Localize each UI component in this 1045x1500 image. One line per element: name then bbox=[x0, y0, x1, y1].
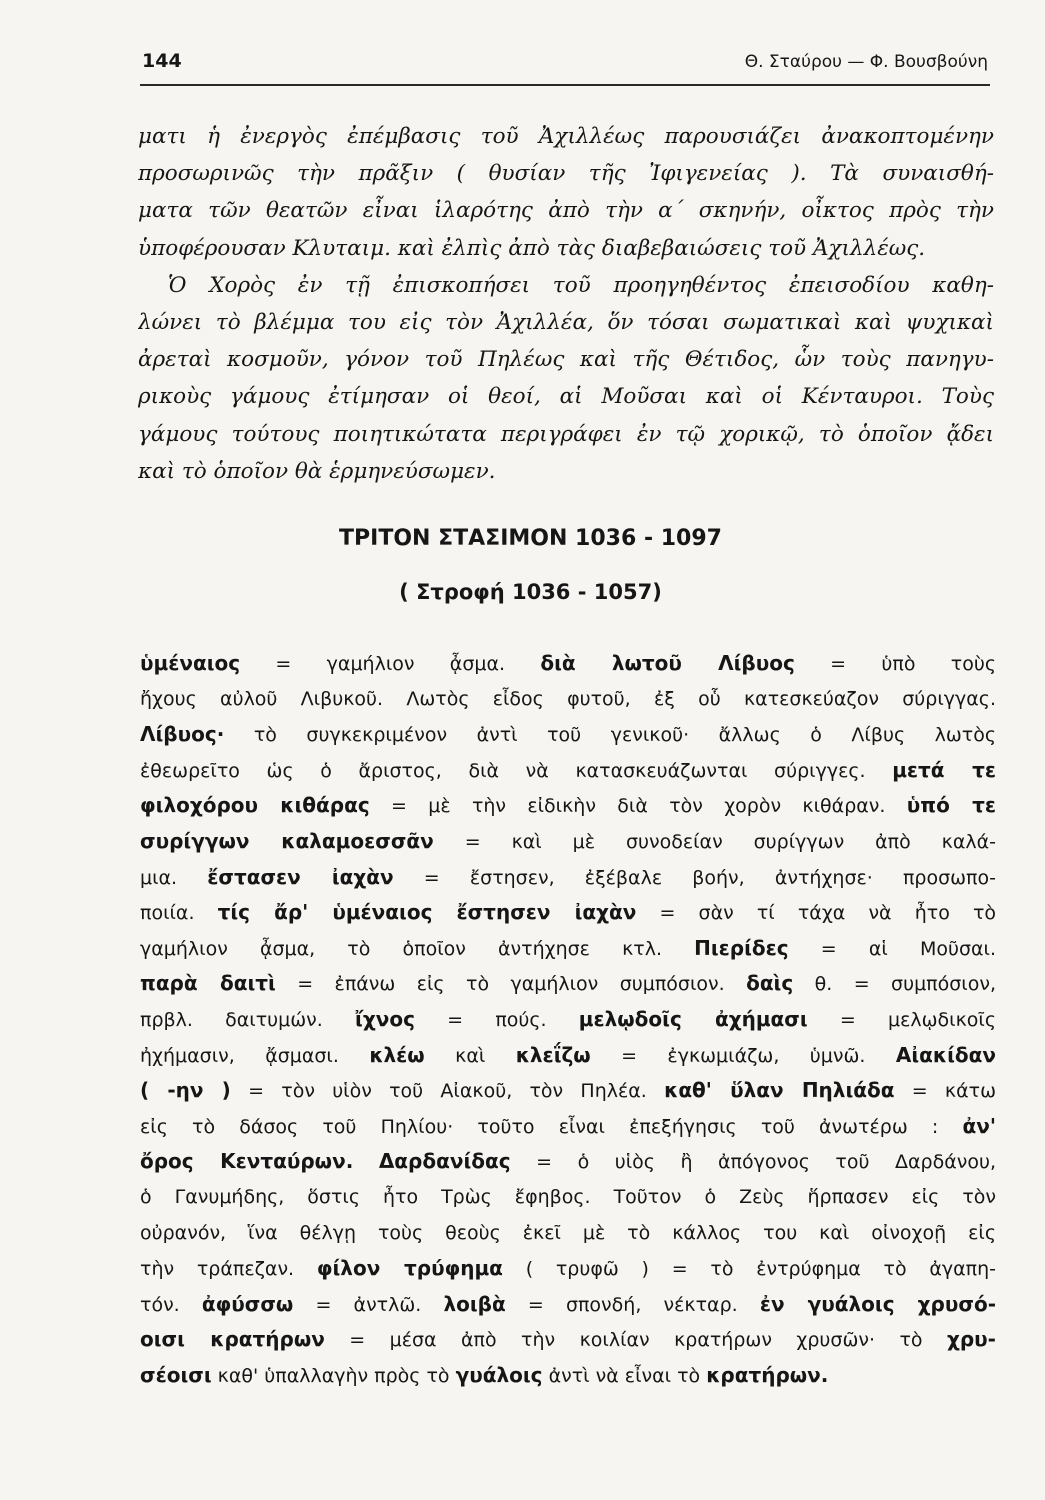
gloss-text: = ὁ υἱὸς ἢ ἀπόγονος τοῦ Δαρδάνου, bbox=[510, 1151, 996, 1174]
gloss-text: = ἐπάνω εἰς τὸ γαμήλιον συμπόσιον. bbox=[275, 973, 747, 996]
gloss-text: = μὲ τὴν εἰδικὴν διὰ τὸν χορὸν κιθάραν. bbox=[369, 795, 907, 818]
gloss-text: τὸ συγκεκριμένον ἀντὶ τοῦ γενικοῦ· ἄλλως ὁ Λίβυς λωτὸς bbox=[224, 724, 996, 747]
intro-line: προσωρινῶς τὴν πρᾶξιν ( θυσίαν τῆς Ἰφιγενείας ). Τὰ συναισθή- bbox=[138, 161, 994, 187]
commentary-line bbox=[140, 717, 996, 753]
intro-line: γάμους τούτους ποιητικώτατα περιγράφει ἐν τῷ χορικῷ, τὸ ὁποῖον ᾄδει bbox=[138, 421, 994, 447]
intro-line: ματα τῶν θεατῶν εἶναι ἱλαρότης ἀπὸ τὴν α΄ σκηνήν, οἶκτος πρὸς τὴν bbox=[138, 198, 994, 224]
commentary-line bbox=[140, 753, 996, 789]
lemma-term: ὑμέναιος bbox=[140, 651, 241, 675]
page-number: 144 bbox=[142, 50, 182, 72]
intro-line: καὶ τὸ ὁποῖον θὰ ἑρμηνεύσωμεν. bbox=[138, 458, 496, 484]
gloss-text: οὐρανόν, ἵνα θέλγῃ τοὺς θεοὺς ἐκεῖ μὲ τὸ κάλλος του καὶ οἰνοχοῇ εἰς bbox=[140, 1221, 996, 1244]
lemma-term: ἀν' bbox=[962, 1113, 996, 1138]
gloss-text: = πούς. bbox=[414, 1008, 579, 1031]
gloss-text: = ὑπὸ τοὺς bbox=[794, 653, 996, 675]
gloss-text: = καὶ μὲ συνοδείαν συρίγγων ἀπὸ καλά- bbox=[433, 830, 996, 853]
lemma-term: ὑπό τε bbox=[906, 793, 996, 818]
intro-line: ματι ἡ ἐνεργὸς ἐπέμβασις τοῦ Ἀχιλλέως παρουσιάζει ἀνακοπτομένην bbox=[138, 124, 994, 149]
commentary-line bbox=[140, 1180, 996, 1216]
commentary-line bbox=[140, 682, 996, 718]
lemma-term: Αἰακίδαν bbox=[895, 1042, 996, 1067]
commentary-line bbox=[140, 1038, 996, 1074]
running-title: Θ. Σταύρου — Φ. Βουσβούνη bbox=[744, 52, 988, 72]
lemma-term: ἐν γυάλοις χρυσό- bbox=[759, 1291, 996, 1316]
gloss-text: = γαμήλιον ᾆσμα. bbox=[240, 653, 541, 675]
lemma-term: οισι κρατήρων bbox=[140, 1327, 325, 1352]
gloss-text: = μελῳδικοῖς bbox=[807, 1008, 996, 1031]
lemma-term: μελῳδοῖς ἀχήμασι bbox=[578, 1006, 808, 1031]
gloss-text: = ἐγκωμιάζω, ὑμνῶ. bbox=[590, 1044, 896, 1067]
gloss-text: = σὰν τί τάχα νὰ ἦτο τὸ bbox=[636, 902, 996, 925]
gloss-text: ἐθεωρεῖτο ὡς ὁ ἄριστος, διὰ νὰ κατασκευάζωνται σύριγγες. bbox=[140, 759, 893, 782]
lemma-term: παρὰ δαιτὶ bbox=[140, 971, 276, 996]
gloss-text bbox=[353, 1151, 379, 1173]
lemma-term: σέοισι bbox=[140, 1362, 212, 1387]
commentary-line bbox=[140, 1322, 996, 1358]
gloss-text: = αἱ Μοῦσαι. bbox=[788, 937, 996, 960]
commentary-line bbox=[140, 931, 996, 967]
lemma-term: κλεΐζω bbox=[515, 1042, 591, 1067]
lemma-term: λοιβὰ bbox=[443, 1291, 506, 1316]
gloss-text: μια. bbox=[140, 866, 208, 889]
gloss-text: ἤχους αὐλοῦ Λιβυκοῦ. Λωτὸς εἶδος φυτοῦ, ἐξ οὗ κατεσκεύαζον σύριγγας. bbox=[140, 687, 996, 710]
lemma-term: ἴχνος bbox=[355, 1006, 415, 1031]
lemma-term: ἔστασεν ἰαχὰν bbox=[207, 864, 394, 889]
commentary-line bbox=[140, 1073, 996, 1109]
lemma-term: τίς ἄρ' ὑμέναιος ἔστησεν ἰαχὰν bbox=[217, 900, 637, 925]
commentary-line bbox=[140, 824, 996, 860]
lemma-term: δαὶς bbox=[746, 971, 794, 996]
lemma-term: κρατήρων. bbox=[706, 1362, 829, 1387]
gloss-text: = ἀντλῶ. bbox=[293, 1293, 444, 1316]
lemma-term: κλέω bbox=[369, 1042, 425, 1067]
gloss-text: = κάτω bbox=[894, 1080, 996, 1103]
lemma-term: καθ' ὕλαν Πηλιάδα bbox=[664, 1078, 895, 1103]
subsection-title: ( Στροφή 1036 - 1057) bbox=[399, 580, 662, 604]
gloss-text: = ἔστησεν, ἐξέβαλε βοήν, ἀντήχησε· προσωπο- bbox=[393, 866, 996, 889]
commentary-line bbox=[140, 860, 996, 896]
gloss-text: ( τρυφῶ ) = τὸ ἐντρύφημα τὸ ἀγαπη- bbox=[502, 1258, 996, 1281]
gloss-text: = τὸν υἱὸν τοῦ Αἰακοῦ, τὸν Πηλέα. bbox=[230, 1080, 665, 1103]
lemma-term: ( -ην ) bbox=[140, 1078, 231, 1103]
lemma-term: γυάλοις bbox=[455, 1362, 543, 1387]
lemma-term: φίλον τρύφημα bbox=[316, 1256, 503, 1281]
commentary-line bbox=[140, 1251, 996, 1287]
lemma-term: φιλοχόρου κιθάρας bbox=[140, 793, 370, 818]
intro-line: ὑποφέρουσαν Κλυταιμ. καὶ ἐλπὶς ἀπὸ τὰς διαβεβαιώσεις τοῦ Ἀχιλλέως. bbox=[138, 235, 926, 261]
lemma-term: μετά τε bbox=[892, 757, 996, 782]
page-header bbox=[140, 44, 990, 86]
gloss-text: ποιία. bbox=[140, 902, 218, 925]
gloss-text: τόν. bbox=[140, 1293, 202, 1316]
commentary-line bbox=[140, 788, 996, 824]
gloss-text: ὁ Γανυμήδης, ὅστις ἦτο Τρὼς ἔφηβος. Τοῦτον ὁ Ζεὺς ἥρπασεν εἰς τὸν bbox=[140, 1185, 996, 1208]
commentary-line bbox=[140, 1287, 996, 1323]
section-title: ΤΡΙΤΟΝ ΣΤΑΣΙΜΟΝ 1036 - 1097 bbox=[339, 526, 722, 551]
gloss-text: εἰς τὸ δάσος τοῦ Πηλίου· τοῦτο εἶναι ἐπεξήγησις τοῦ ἀνωτέρω : bbox=[140, 1115, 963, 1138]
commentary-line bbox=[140, 966, 996, 1002]
lemma-term: χρυ- bbox=[946, 1327, 996, 1352]
intro-line: ρικοὺς γάμους ἐτίμησαν οἱ θεοί, αἱ Μοῦσαι καὶ οἱ Κένταυροι. Τοὺς bbox=[138, 384, 994, 410]
commentary-line bbox=[140, 1216, 996, 1252]
gloss-text: ἀντὶ νὰ εἶναι τὸ bbox=[542, 1364, 707, 1387]
lemma-term: Πιερίδες bbox=[694, 935, 789, 960]
lemma-term: ἀφύσσω bbox=[201, 1291, 294, 1316]
gloss-text: θ. = συμπόσιον, bbox=[793, 973, 996, 996]
lemma-term: Λίβυος· bbox=[140, 722, 225, 747]
lemma-term: ὄρος Κενταύρων. bbox=[140, 1149, 354, 1174]
lemma-term: Δαρδανίδας bbox=[378, 1149, 511, 1174]
commentary-line bbox=[140, 1002, 996, 1038]
commentary-line bbox=[140, 646, 996, 682]
lemma-term: συρίγγων καλαμοεσσᾶν bbox=[140, 828, 434, 853]
commentary-line bbox=[140, 895, 996, 931]
intro-line: ἀρεταὶ κοσμοῦν, γόνον τοῦ Πηλέως καὶ τῆς Θέτιδος, ὧν τοὺς πανηγυ- bbox=[138, 347, 994, 373]
commentary-line bbox=[140, 1109, 996, 1145]
gloss-text: = σπονδή, νέκταρ. bbox=[505, 1293, 760, 1316]
gloss-text: = μέσα ἀπὸ τὴν κοιλίαν κρατήρων χρυσῶν· τὸ bbox=[324, 1329, 947, 1352]
intro-paragraph bbox=[138, 118, 994, 490]
gloss-text: πρβλ. δαιτυμών. bbox=[140, 1008, 356, 1031]
gloss-text: καθ' ὑπαλλαγὴν πρὸς τὸ bbox=[211, 1364, 456, 1387]
commentary-line bbox=[140, 1358, 996, 1394]
lemma-term: διὰ λωτοῦ Λίβυος bbox=[540, 651, 795, 675]
intro-line: Ὁ Χορὸς ἐν τῇ ἐπισκοπήσει τοῦ προηγηθέντος ἐπεισοδίου καθη- bbox=[168, 272, 994, 298]
gloss-text: ἠχήμασιν, ᾄσμασι. bbox=[140, 1044, 370, 1067]
commentary-body bbox=[140, 646, 996, 1393]
gloss-text: τὴν τράπεζαν. bbox=[140, 1258, 317, 1281]
gloss-text: γαμήλιον ᾆσμα, τὸ ὁποῖον ἀντήχησε κτλ. bbox=[140, 937, 695, 960]
commentary-line bbox=[140, 1144, 996, 1180]
gloss-text: καὶ bbox=[424, 1044, 516, 1067]
intro-line: λώνει τὸ βλέμμα του εἰς τὸν Ἀχιλλέα, ὅν τόσαι σωματικαὶ καὶ ψυχικαὶ bbox=[138, 309, 994, 335]
